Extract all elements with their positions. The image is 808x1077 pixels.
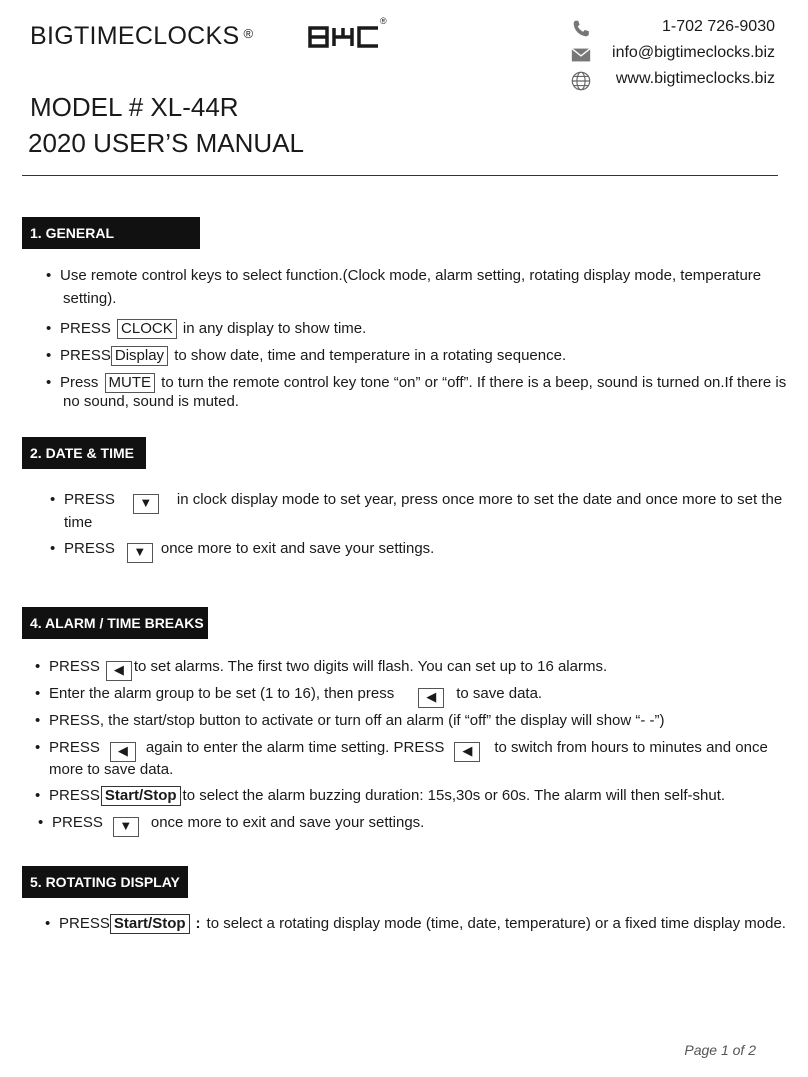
contact-website[interactable]: www.bigtimeclocks.biz bbox=[615, 70, 775, 87]
page-number: Page 1 of 2 bbox=[684, 1042, 756, 1058]
list-item: • PRESS ◀ again to enter the alarm time setting. PRESS ◀ to switch from hours to minutes and once bbox=[35, 736, 768, 762]
list-item: • Use remote control keys to select function.(Clock mode, alarm setting, rotating display mode, temperature bbox=[46, 267, 762, 284]
list-item-continuation: more to save data. bbox=[49, 761, 174, 778]
list-item: • Enter the alarm group to be set (1 to 16), then press ◀ to save data. bbox=[35, 682, 542, 708]
mute-key: MUTE bbox=[105, 373, 156, 393]
list-item: • PRESS ◀ to set alarms. The first two digits will flash. You can set up to 16 alarms. bbox=[35, 655, 607, 681]
list-item-continuation: setting). bbox=[63, 290, 117, 307]
section-heading-date-time: 2. DATE & TIME bbox=[22, 437, 146, 469]
display-key: Display bbox=[111, 346, 168, 366]
contact-email[interactable]: info@bigtimeclocks.biz bbox=[612, 44, 775, 61]
list-item: • PRESS Start/Stop to select the alarm buzzing duration: 15s,30s or 60s. The alarm will then self-shut. bbox=[35, 787, 726, 804]
section-heading-rotating-display: 5. ROTATING DISPLAY bbox=[22, 866, 188, 898]
left-arrow-key-icon: ◀ bbox=[106, 661, 132, 681]
left-arrow-key-icon: ◀ bbox=[110, 742, 136, 762]
start-stop-key: Start/Stop bbox=[110, 914, 190, 934]
list-item: • PRESS, the start/stop button to activate or turn off an alarm (if “off” the display will show “- -”) bbox=[35, 712, 665, 729]
list-item: • PRESS Start/Stop : to select a rotating display mode (time, date, temperature) or a fixed time display mode. bbox=[45, 915, 786, 932]
list-item-continuation: time bbox=[64, 514, 93, 531]
model-number: MODEL # XL-44R bbox=[30, 92, 239, 122]
list-item: • PRESS CLOCK in any display to show time. bbox=[46, 320, 367, 337]
list-item: • Press MUTE to turn the remote control key tone “on” or “off”. If there is a beep, sound is turned on.If there is bbox=[46, 374, 787, 391]
globe-icon bbox=[570, 70, 592, 92]
section-heading-general: 1. GENERAL bbox=[22, 217, 200, 249]
down-arrow-key-icon: ▼ bbox=[127, 543, 153, 563]
section-heading-alarm: 4. ALARM / TIME BREAKS bbox=[22, 607, 208, 639]
list-item-continuation: no sound, sound is muted. bbox=[63, 393, 239, 410]
manual-title: 2020 USER’S MANUAL bbox=[28, 128, 304, 158]
start-stop-key: Start/Stop bbox=[101, 786, 181, 806]
phone-icon bbox=[570, 18, 592, 40]
down-arrow-key-icon: ▼ bbox=[113, 817, 139, 837]
left-arrow-key-icon: ◀ bbox=[418, 688, 444, 708]
list-item: • PRESS ▼ in clock display mode to set year, press once more to set the date and once more to set the bbox=[50, 488, 782, 514]
mail-icon bbox=[570, 44, 592, 66]
btc-logo bbox=[307, 25, 381, 49]
logo-registered-mark: ® bbox=[380, 16, 387, 26]
header-divider bbox=[22, 175, 778, 176]
clock-key: CLOCK bbox=[117, 319, 177, 339]
list-item: • PRESS ▼ once more to exit and save your settings. bbox=[38, 811, 424, 837]
list-item: • PRESS ▼ once more to exit and save your settings. bbox=[50, 537, 434, 563]
brand-name: BIGTIMECLOCKS ® bbox=[30, 22, 254, 50]
contact-phone: 1-702 726-9030 bbox=[662, 18, 775, 35]
list-item: • PRESS Display to show date, time and temperature in a rotating sequence. bbox=[46, 347, 567, 364]
down-arrow-key-icon: ▼ bbox=[133, 494, 159, 514]
left-arrow-key-icon: ◀ bbox=[454, 742, 480, 762]
